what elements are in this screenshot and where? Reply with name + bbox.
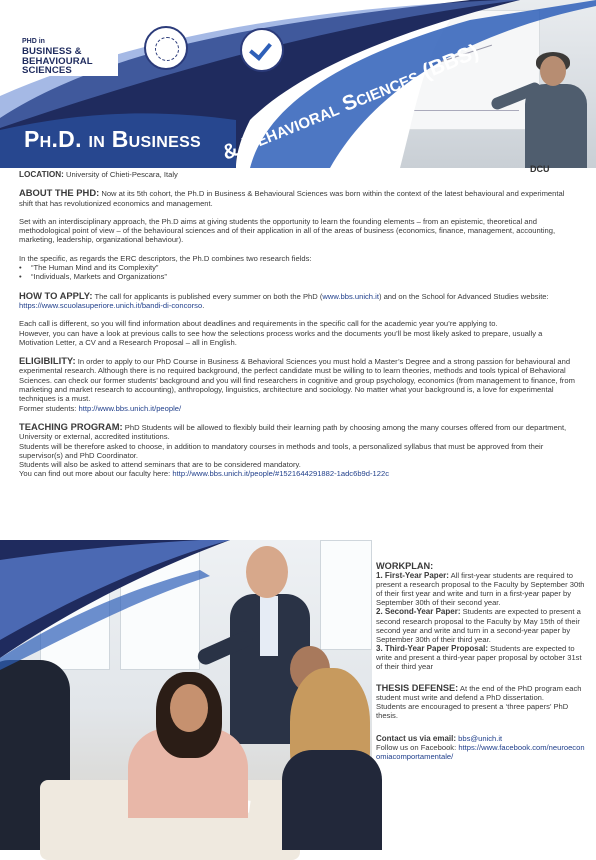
- former-students-label: Former students:: [19, 403, 77, 413]
- workplan-item: [376, 607, 588, 643]
- facebook-line: [376, 743, 588, 761]
- page-title: Ph.D. in Business: [24, 126, 202, 152]
- school-calls-link[interactable]: https://www.scuolasuperiore.unich.it/bandi-di-concorso: [19, 300, 203, 310]
- former-students-link[interactable]: http://www.bbs.unich.it/people/: [78, 403, 182, 413]
- erc-fields-list: [19, 263, 579, 282]
- workplan-item-text: Students are expected to present a second research proposal to the Faculty by May 15th of their second year and write and turn in a second-year paper by September 30th of their third year.: [376, 607, 581, 644]
- location-label: LOCATION:: [19, 170, 64, 179]
- thesis-text-1: At the end of the PhD program each student must write and defend a PhD dissertation.: [376, 684, 582, 703]
- about-heading: ABOUT THE PHD:: [19, 187, 100, 199]
- about-paragraph-1: [19, 188, 579, 208]
- workplan-item-text: All first-year students are required to present a research proposal to the Faculty by September 30th of their first year and write and turn in a first-year paper by September 30th of their second year.: [376, 571, 585, 608]
- phd-logo-small: PHD in: [22, 38, 45, 45]
- apply-heading: HOW TO APPLY:: [19, 289, 93, 301]
- apply-text-c: .: [202, 300, 205, 310]
- apply-text-a: The call for applicants is published every summer on both the PhD (: [94, 291, 323, 301]
- list-item: • “Individuals, Markets and Organizations”: [19, 272, 579, 281]
- teaching-heading: TEACHING PROGRAM:: [19, 420, 123, 432]
- eligibility-heading: ELIGIBILITY:: [19, 355, 76, 367]
- header-banner: [0, 0, 596, 174]
- workplan-item-title: 3. Third-Year Paper Proposal:: [376, 643, 489, 653]
- contact-email-line: [376, 734, 588, 743]
- teaching-text-1: PhD Students will be allowed to flexibly build their learning path by choosing among the many courses offered from our department, University or external, accredited institutions.: [19, 422, 567, 442]
- page-title-arc: [0, 0, 596, 168]
- svg-text:& Behavioral Sciences (BBS): [219, 40, 482, 165]
- thesis-text-2: Students are encouraged to present a ‘three papers’ PhD thesis.: [376, 702, 569, 721]
- about-text-3: In the specific, as regards the ERC descriptors, the Ph.D combines two research fields:: [19, 253, 312, 263]
- teaching-text-2: Students will be therefore asked to choose, in addition to mandatory courses in methods and tools, a personalized syllabus that must be approved from their supervisor(s) and PhD Coordinator.: [19, 441, 544, 460]
- page-title-arc-text: & Behavioral Sciences (BBS): [219, 39, 482, 165]
- thesis-paragraph: [376, 684, 588, 702]
- teaching-text-3: Students will also be asked to attend seminars that are to be considered mandatory.: [19, 460, 301, 470]
- workplan-heading: WORKPLAN:: [376, 561, 434, 571]
- apply-text-2: Each call is different, so you will find information about deadlines and requirements in the specific call for the academic year you’re applying to.: [19, 319, 498, 329]
- teaching-text-4: You can find out more about our faculty here:: [19, 469, 171, 479]
- workplan-item-text: Students are expected to write and present a third-year paper proposal by october 31st of their third year: [376, 643, 582, 672]
- photo-student2-body: [282, 750, 382, 850]
- workplan-item: [376, 644, 588, 671]
- phd-logo-line: SCIENCES: [22, 65, 72, 77]
- about-text-2: Set with an interdisciplinary approach, the Ph.D aims at giving students the opportunity to learn the founding elements – from an epistemic, theoretical and methodological point of view – of the behavioural sciences and of their application in all of the areas of business (economics, finance, management, accounting, marketing, leadership, organizational behaviour).: [19, 216, 556, 245]
- bbs-website-link[interactable]: www.bbs.unich.it: [322, 291, 379, 301]
- phd-logo-line: BEHAVIOURAL: [22, 55, 93, 67]
- workplan-item-title: 2. Second-Year Paper:: [376, 607, 461, 617]
- eligibility-text: In order to apply to our PhD Course in Business & Behavioral Sciences you must hold a Master’s Degree and a strong passion for behavioural and experimental research. Although there is no required background, the perfect candidate must be willing to to learn theories, methods and tools typical of Behavioral Sciences. can check our former students’ background and you will find researchers in cognitive and group psychology, economics (from management to finance, from marketing and market research to accounting), anthropology, linguistics, architecture and sociology. No matter what your background is, a love for experimental techniques is a must.: [19, 357, 575, 404]
- main-content: [19, 170, 579, 479]
- contact-label: Contact us via email:: [376, 733, 457, 743]
- workplan-item-title: 1. First-Year Paper:: [376, 571, 449, 581]
- photo-student-face: [170, 684, 208, 732]
- location-line: [19, 170, 579, 179]
- apply-text-3: However, you can have a look at previous calls to see how the selections process works and the documents you’ll be most likely asked to prepare, usually a Motivation Letter, a CV and a Research Proposal – all in English.: [19, 328, 543, 347]
- phd-logo-line: BUSINESS &: [22, 46, 82, 57]
- former-students-line: [19, 404, 579, 413]
- apply-paragraph-1: [19, 291, 579, 311]
- eligibility-paragraph: [19, 356, 579, 403]
- location-text: University of Chieti-Pescara, Italy: [66, 170, 178, 179]
- about-text-1: Now at its 5th cohort, the Ph.D in Business & Behavioural Sciences was born within the context of the latest behavioural and experimental shift that has revolutionized economics and management.: [19, 189, 565, 208]
- apply-text-b: ) and on the School for Advanced Studies website:: [378, 291, 549, 301]
- facebook-label: Follow us on Facebook:: [376, 742, 457, 752]
- workplan-column: [376, 562, 588, 761]
- contact-email-link[interactable]: bbs@unich.it: [458, 733, 503, 743]
- facebook-link[interactable]: https://www.facebook.com/neuroeconomiacomportamentale/: [376, 742, 585, 761]
- faculty-line: [19, 469, 579, 478]
- photo-sign-text: DCU: [530, 164, 550, 174]
- thesis-heading: THESIS DEFENSE:: [376, 683, 459, 694]
- workplan-item: [376, 571, 588, 607]
- faculty-link[interactable]: http://www.bbs.unich.it/people/#1521644291882-1adc6b9d-122c: [172, 469, 389, 479]
- list-item: • “The Human Mind and its Complexity”: [19, 263, 579, 272]
- teaching-paragraph-1: [19, 422, 579, 442]
